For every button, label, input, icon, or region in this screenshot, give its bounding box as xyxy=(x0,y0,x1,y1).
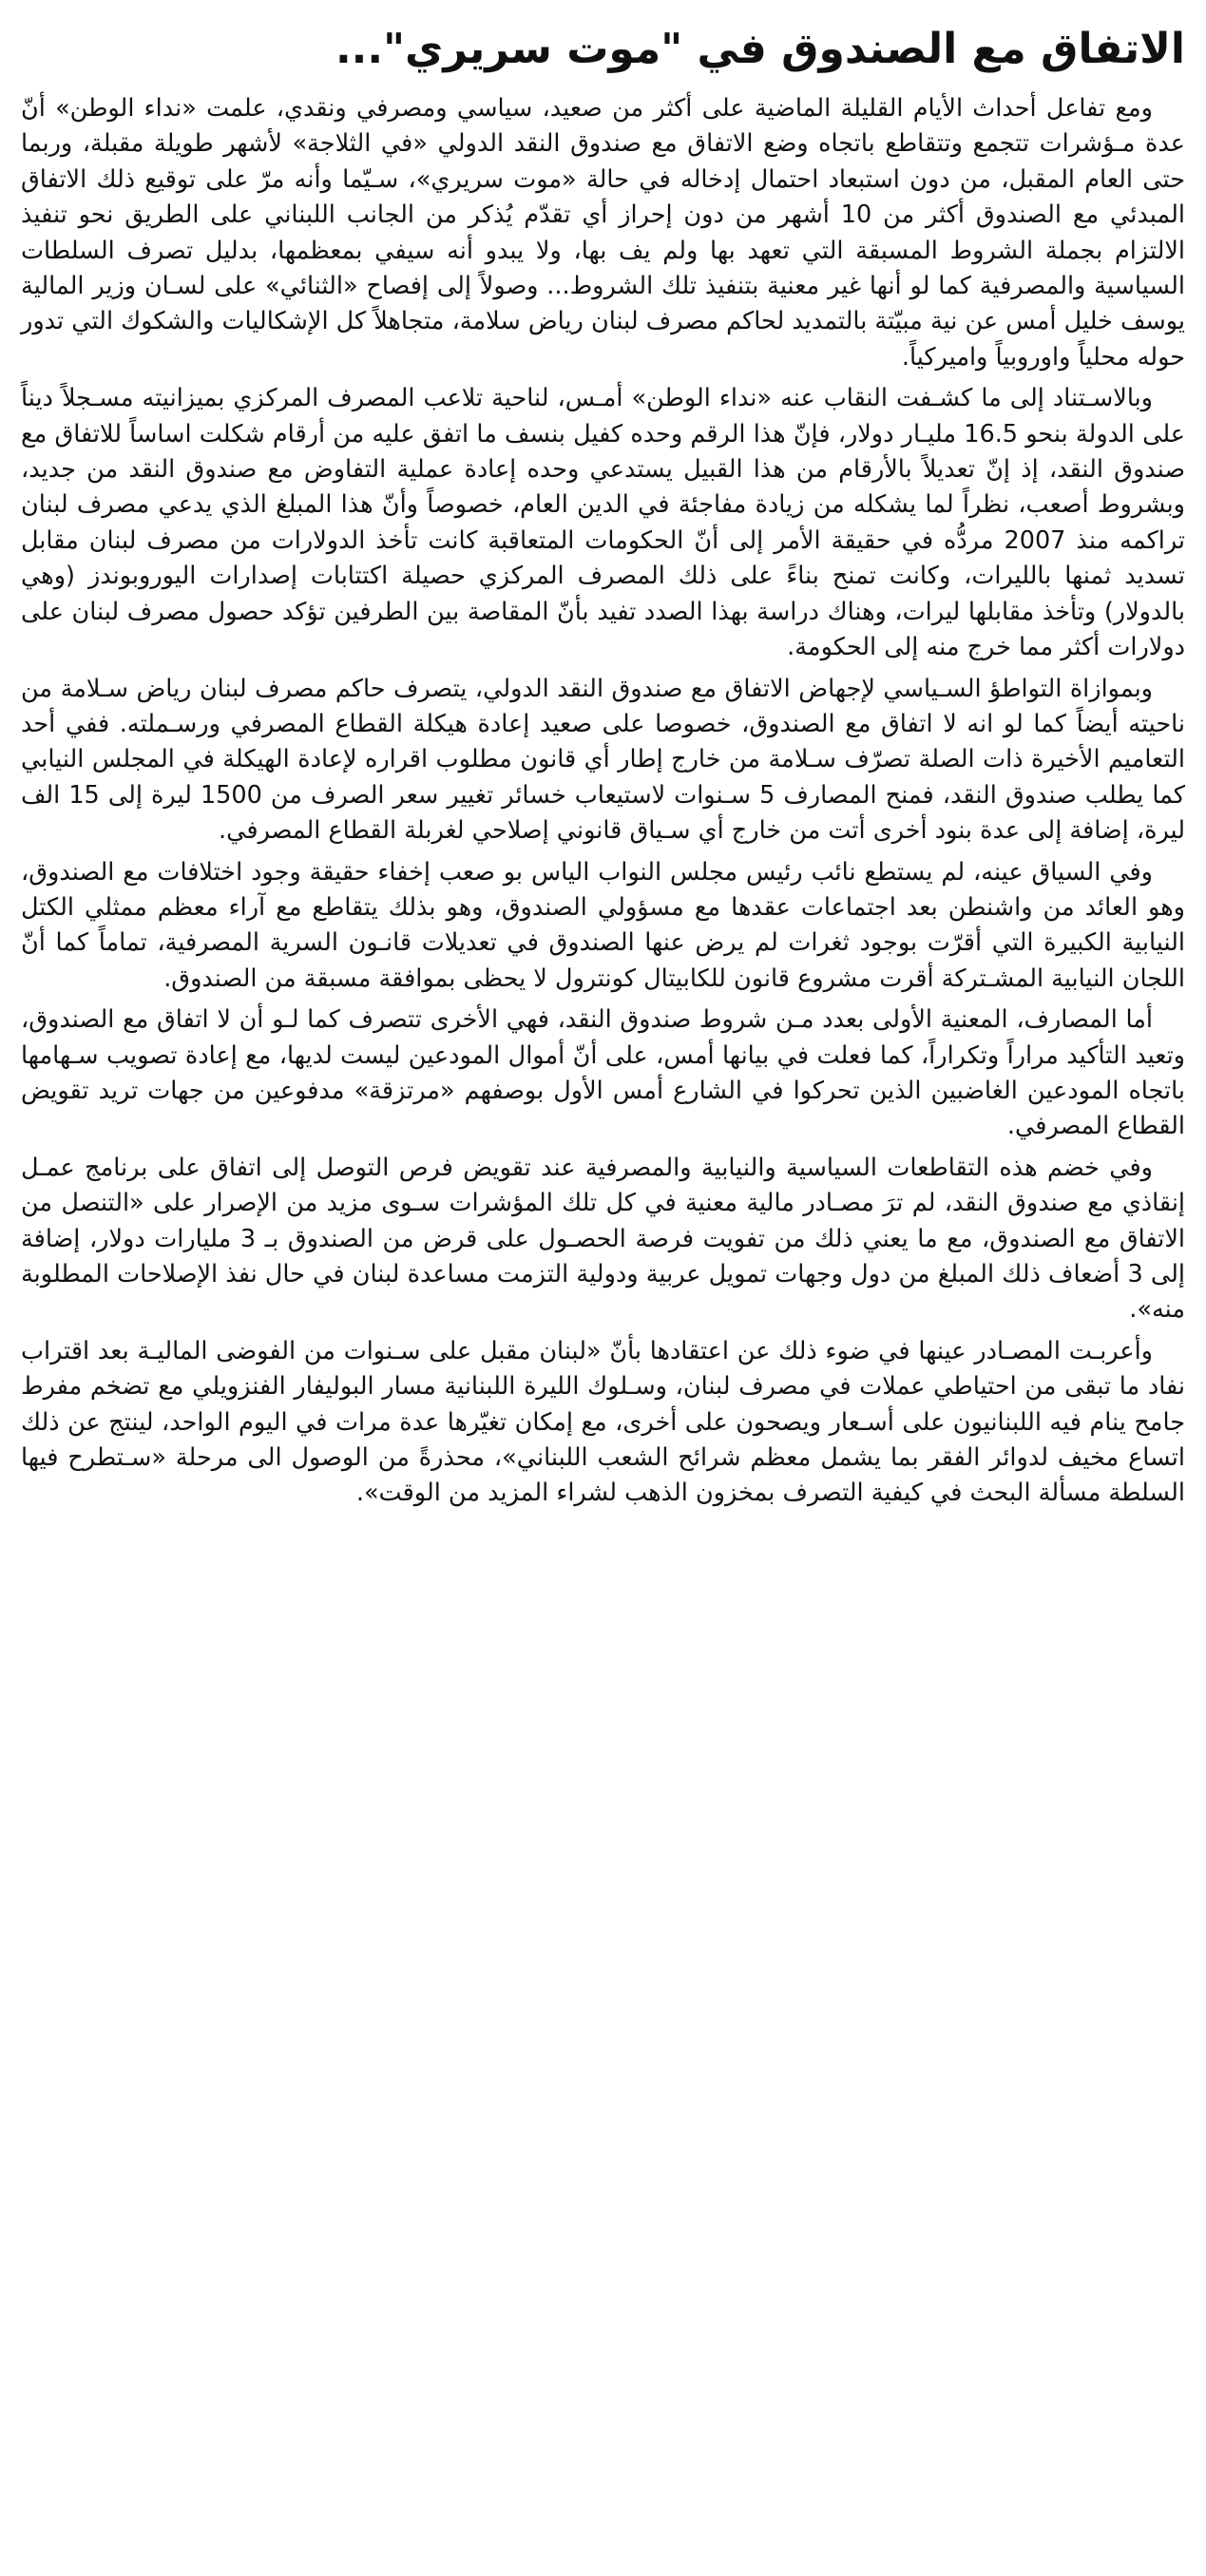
article-paragraph: وفي خضم هذه التقاطعات السياسية والنيابية والمصرفية عند تقويض فرص التوصل إلى اتفاق على برنامج عمـل إنقاذي مع صندوق النقد، لم ترَ مصـادر مالية معنية في كل تلك المؤشرات سـوى مزيد من الإصرار على «التنصل من الاتفاق مع الصندوق، مع ما يعني ذلك من تفويت فرصة الحصـول على قرض من الصندوق بـ 3 مليارات دولار، إضافة إلى 3 أضعاف ذلك المبلغ من دول وجهات تمويل عربية ودولية التزمت مساعدة لبنان في حال نفذ الإصلاحات المطلوبة منه». xyxy=(21,1153,1185,1325)
article-paragraph: وفي السياق عينه، لم يستطع نائب رئيس مجلس النواب الياس بو صعب إخفاء حقيقة وجود اختلافات مع الصندوق، وهو العائد من واشنطن بعد اجتماعات عقدها مع مسؤولي الصندوق، وهو بذلك يتقاطع مع آراء معظم ممثلي الكتل النيابية الكبيرة التي أقرّت بوجود ثغرات لم يرض عنها الصندوق في تعديلات قانـون السرية المصرفية، تماماً كما أنّ اللجان النيابية المشـتركة أقرت مشروع قانون للكابيتال كونترول لا يحظى بموافقة مسبقة من الصندوق. xyxy=(21,857,1185,993)
article-headline: الاتفاق مع الصندوق في "موت سريري"... xyxy=(335,25,1185,73)
article-paragraph: وبالاسـتناد إلى ما كشـفت النقاب عنه «نداء الوطن» أمـس، لناحية تلاعب المصرف المركزي بميزانيته مسـجلاً ديناً على الدولة بنحو 16.5 مليـار دولار، فإنّ هذا الرقم وحده كفيل بنسف ما اتفق عليه من أرقام شكلت اساساً للاتفاق مع صندوق النقد، إذ إنّ تعديلاً بالأرقام من هذا القبيل يستدعي وحده إعادة عملية التفاوض مع صندوق النقد من جديد، وبشروط أصعب، نظراً لما يشكله من زيادة مفاجئة في الدين العام، خصوصاً وأنّ هذا المبلغ الذي يدعي مصرف لبنان تراكمه منذ 2007 مردُّه في حقيقة الأمر إلى أنّ الحكومات المتعاقبة كانت تأخذ الدولارات من مصرف لبنان مقابل تسديد ثمنها بالليرات، وكانت تمنح بناءً على ذلك المصرف المركزي حصيلة اكتتابات إصدارات اليوروبوندز (وهي بالدولار) وتأخذ مقابلها ليرات، وهناك دراسة بهذا الصدد تفيد بأنّ المقاصة بين الطرفين تؤكد حصول مصرف لبنان على دولارات أكثر مما خرج منه إلى الحكومة. xyxy=(21,384,1185,662)
article-paragraph: وبموازاة التواطؤ السـياسي لإجهاض الاتفاق مع صندوق النقد الدولي، يتصرف حاكم مصرف لبنان رياض سـلامة من ناحيته أيضاً كما لو انه لا اتفاق مع الصندوق، خصوصا على صعيد إعادة هيكلة القطاع المصرفي ورسـملته. ففي أحد التعاميم الأخيرة ذات الصلة تصرّف سـلامة من خارج إطار أي قانون مطلوب اقراره لإعادة الهيكلة في المجلس النيابي كما يطلب صندوق النقد، فمنح المصارف 5 سـنوات لاستيعاب خسائر تغيير سعر الصرف من 1500 ليرة إلى 15 الف ليرة، إضافة إلى عدة بنود أخرى أتت من خارج أي سـياق قانوني إصلاحي لغربلة القطاع المصرفي. xyxy=(21,674,1185,846)
article-paragraph: ومع تفاعل أحداث الأيام القليلة الماضية على أكثر من صعيد، سياسي ومصرفي ونقدي، علمت «نداء الوطن» أنّ عدة مـؤشرات تتجمع وتتقاطع باتجاه وضع الاتفاق مع صندوق النقد الدولي «في الثلاجة» لأشهر طويلة مقبلة، وربما حتى العام المقبل، من دون استبعاد احتمال إدخاله في حالة «موت سريري»، سـيّما وأنه مرّ على توقيع ذلك الاتفاق المبدئي مع الصندوق أكثر من 10 أشهر من دون إحراز أي تقدّم يُذكر من الجانب اللبناني على الطريق نحو تنفيذ الالتزام بجملة الشروط المسبقة التي تعهد بها ولم يف بها، ولا يبدو أنه سيفي بمعظمها، بدليل تصرف السلطات السياسية والمصرفية كما لو أنها غير معنية بتنفيذ تلك الشروط... وصولاً إلى إفصاح «الثنائي» على لسـان وزير المالية يوسف خليل أمس عن نية مبيّتة بالتمديد لحاكم مصرف لبنان رياض سلامة، متجاهلاً كل الإشكاليات والشكوك التي تدور حوله محلياً واوروبياً واميركياً. xyxy=(21,94,1185,372)
article-paragraph: أما المصارف، المعنية الأولى بعدد مـن شروط صندوق النقد، فهي الأخرى تتصرف كما لـو أن لا اتفاق مع الصندوق، وتعيد التأكيد مراراً وتكراراً، كما فعلت في بيانها أمس، على أنّ أموال المودعين ليست لديها، مع إعادة تصويب سـهامها باتجاه المودعين الغاضبين الذين تحركوا في الشارع أمس الأول بوصفهم «مرتزقة» مدفوعين من جهات تريد تقويض القطاع المصرفي. xyxy=(21,1005,1185,1141)
article-body xyxy=(21,91,1185,1512)
article-paragraph: وأعربـت المصـادر عينها في ضوء ذلك عن اعتقادها بأنّ «لبنان مقبل على سـنوات من الفوضى الماليـة بعد اقتراب نفاد ما تبقى من احتياطي عملات في مصرف لبنان، وسـلوك الليرة اللبنانية مسار البوليفار الفنزويلي مع تضخم مفرط جامح ينام فيه اللبنانيون على أسـعار ويصحون على أخرى، مع إمكان تغيّرها عدة مرات في اليوم الواحد، لينتج عن ذلك اتساع مخيف لدوائر الفقر بما يشمل معظم شرائح الشعب اللبناني»، محذرةً من الوصول الى مرحلة «سـتطرح فيها السلطة مسألة البحث في كيفية التصرف بمخزون الذهب لشراء المزيد من الوقت». xyxy=(21,1336,1185,1508)
